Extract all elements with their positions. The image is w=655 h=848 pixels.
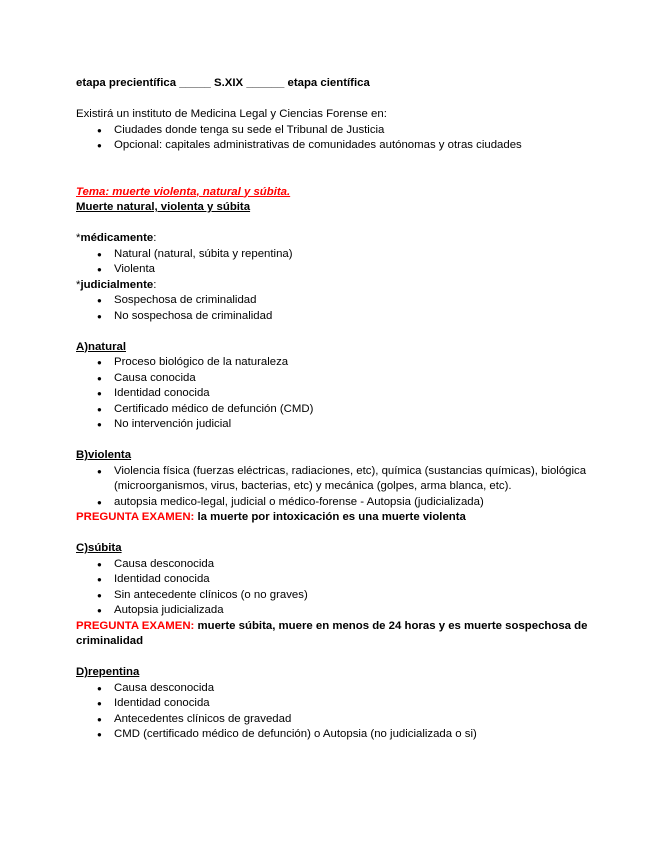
etapas-line: etapa precientífica _____ S.XIX ______ etapa científica [76, 77, 370, 89]
list-item: ● Antecedentes clínicos de gravedad [114, 712, 596, 728]
list-item: ● Sin antecedente clínicos (o no graves) [114, 588, 596, 604]
judicialmente-label: *judicialmente: [76, 278, 157, 291]
list-item: ● Causa desconocida [114, 681, 596, 697]
list-item: ● Autopsia judicializada [114, 603, 596, 619]
judicialmente-list [76, 293, 596, 324]
document-body [76, 76, 596, 743]
tema-title: Tema: muerte violenta, natural y súbita. [76, 185, 291, 198]
list-item: ● Identidad conocida [114, 572, 596, 588]
list-item: ● autopsia medico-legal, judicial o médico-forense - Autopsia (judicializada) [114, 495, 596, 511]
list-item: ● Natural (natural, súbita y repentina) [114, 247, 596, 263]
medicamente-list [76, 247, 596, 278]
list-item: ● Causa desconocida [114, 557, 596, 573]
list-item: ● Causa conocida [114, 371, 596, 387]
list-item: ● No sospechosa de criminalidad [114, 309, 596, 325]
list-item: ● Identidad conocida [114, 386, 596, 402]
exam-label: PREGUNTA EXAMEN: [76, 619, 195, 632]
heading-natural: A)natural [76, 340, 126, 353]
list-item: ● Certificado médico de defunción (CMD) [114, 402, 596, 418]
list-item: ● CMD (certificado médico de defunción) o Autopsia (no judicializada o si) [114, 727, 596, 743]
list-item: ● Identidad conocida [114, 696, 596, 712]
violenta-list [76, 464, 596, 511]
subita-list [76, 557, 596, 619]
list-item: ● Sospechosa de criminalidad [114, 293, 596, 309]
list-item: ● No intervención judicial [114, 417, 596, 433]
heading-repentina: D)repentina [76, 666, 140, 678]
list-item: ● Violencia física (fuerzas eléctricas, radiaciones, etc), química (sustancias químicas), biológica (microorganismos, virus, bacterias, etc) y mecánica (golpes, arma blanca, etc). [114, 464, 596, 495]
exam-question-subita: PREGUNTA EXAMEN: muerte súbita, muere en menos de 24 horas y es muerte sospechosa de criminalidad [76, 619, 588, 647]
exam-label: PREGUNTA EXAMEN: [76, 511, 195, 523]
list-item: ● Ciudades donde tenga su sede el Tribunal de Justicia [114, 123, 596, 139]
exam-question-violenta: PREGUNTA EXAMEN: la muerte por intoxicación es una muerte violenta [76, 511, 466, 523]
medicamente-label: *médicamente: [76, 232, 157, 244]
heading-violenta: B)violenta [76, 449, 132, 461]
intro-text: Existirá un instituto de Medicina Legal y Ciencias Forense en: [76, 108, 387, 120]
repentina-list [76, 681, 596, 743]
natural-list [76, 355, 596, 433]
intro-list [76, 123, 596, 154]
section-subtitle: Muerte natural, violenta y súbita [76, 201, 251, 213]
list-item: ● Proceso biológico de la naturaleza [114, 355, 596, 371]
list-item: ● Opcional: capitales administrativas de comunidades autónomas y otras ciudades [114, 138, 596, 154]
heading-subita: C)súbita [76, 542, 122, 554]
list-item: ● Violenta [114, 262, 596, 278]
